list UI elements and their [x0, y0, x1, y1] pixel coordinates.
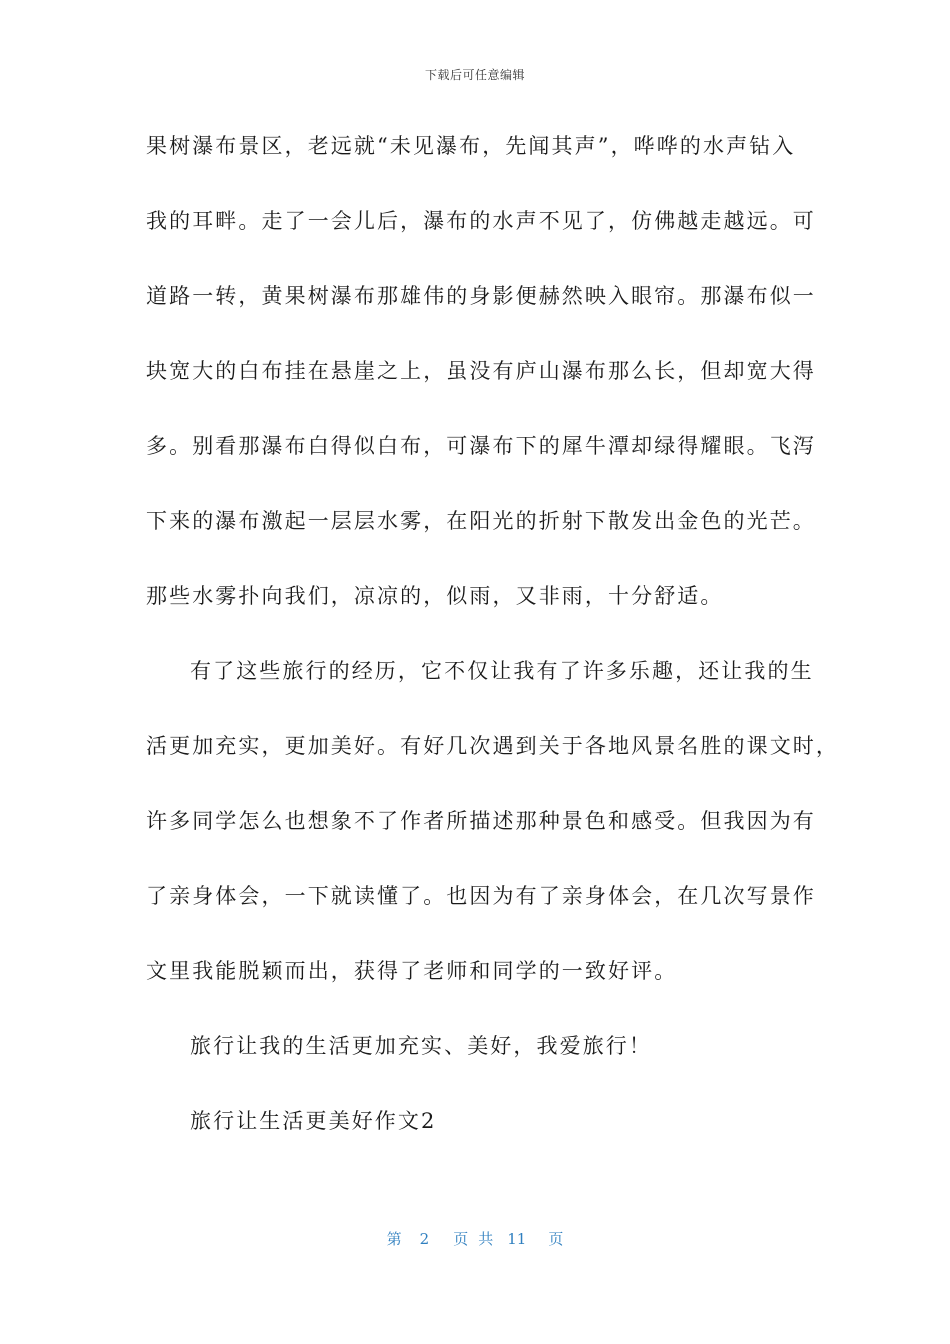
body-line-4: 块宽大的白布挂在悬崖之上，虽没有庐山瀑布那么长，但却宽大得 [146, 359, 816, 383]
body-line-9: 活更加充实，更加美好。有好几次遇到关于各地风景名胜的课文时， [146, 734, 839, 758]
body-line-3: 道路一转，黄果树瀑布那雄伟的身影便赫然映入眼帘。那瀑布似一 [146, 284, 816, 308]
body-line-12: 文里我能脱颖而出，获得了老师和同学的一致好评。 [146, 959, 678, 983]
footer-di: 第 [386, 1230, 402, 1248]
body-line-13: 旅行让我的生活更加充实、美好，我爱旅行！ [190, 1034, 652, 1058]
body-line-8: 有了这些旅行的经历，它不仅让我有了许多乐趣，还让我的生 [190, 659, 814, 683]
footer-page-number: 2 [419, 1230, 430, 1248]
body-line-7: 那些水雾扑向我们，凉凉的，似雨，又非雨，十分舒适。 [146, 584, 724, 608]
page-header: 下载后可任意编辑 [424, 68, 525, 82]
body-line-11: 了亲身体会，一下就读懂了。也因为有了亲身体会，在几次写景作 [146, 884, 816, 908]
footer-total-pages: 11 [507, 1230, 527, 1248]
body-line-10: 许多同学怎么也想象不了作者所描述那种景色和感受。但我因为有 [146, 809, 816, 833]
footer-gong: 共 [478, 1230, 494, 1248]
body-line-1: 果树瀑布景区，老远就“未见瀑布，先闻其声”，哗哗的水声钻入 [146, 134, 796, 158]
body-line-2: 我的耳畔。走了一会儿后，瀑布的水声不见了，仿佛越走越远。可 [146, 209, 816, 233]
page-footer [0, 1228, 950, 1249]
footer-ye2: 页 [548, 1230, 564, 1248]
section-title: 旅行让生活更美好作文2 [190, 1109, 437, 1133]
footer-ye: 页 [453, 1230, 469, 1248]
body-line-5: 多。别看那瀑布白得似白布，可瀑布下的犀牛潭却绿得耀眼。飞泻 [146, 434, 816, 458]
body-line-6: 下来的瀑布激起一层层水雾，在阳光的折射下散发出金色的光芒。 [146, 509, 816, 533]
